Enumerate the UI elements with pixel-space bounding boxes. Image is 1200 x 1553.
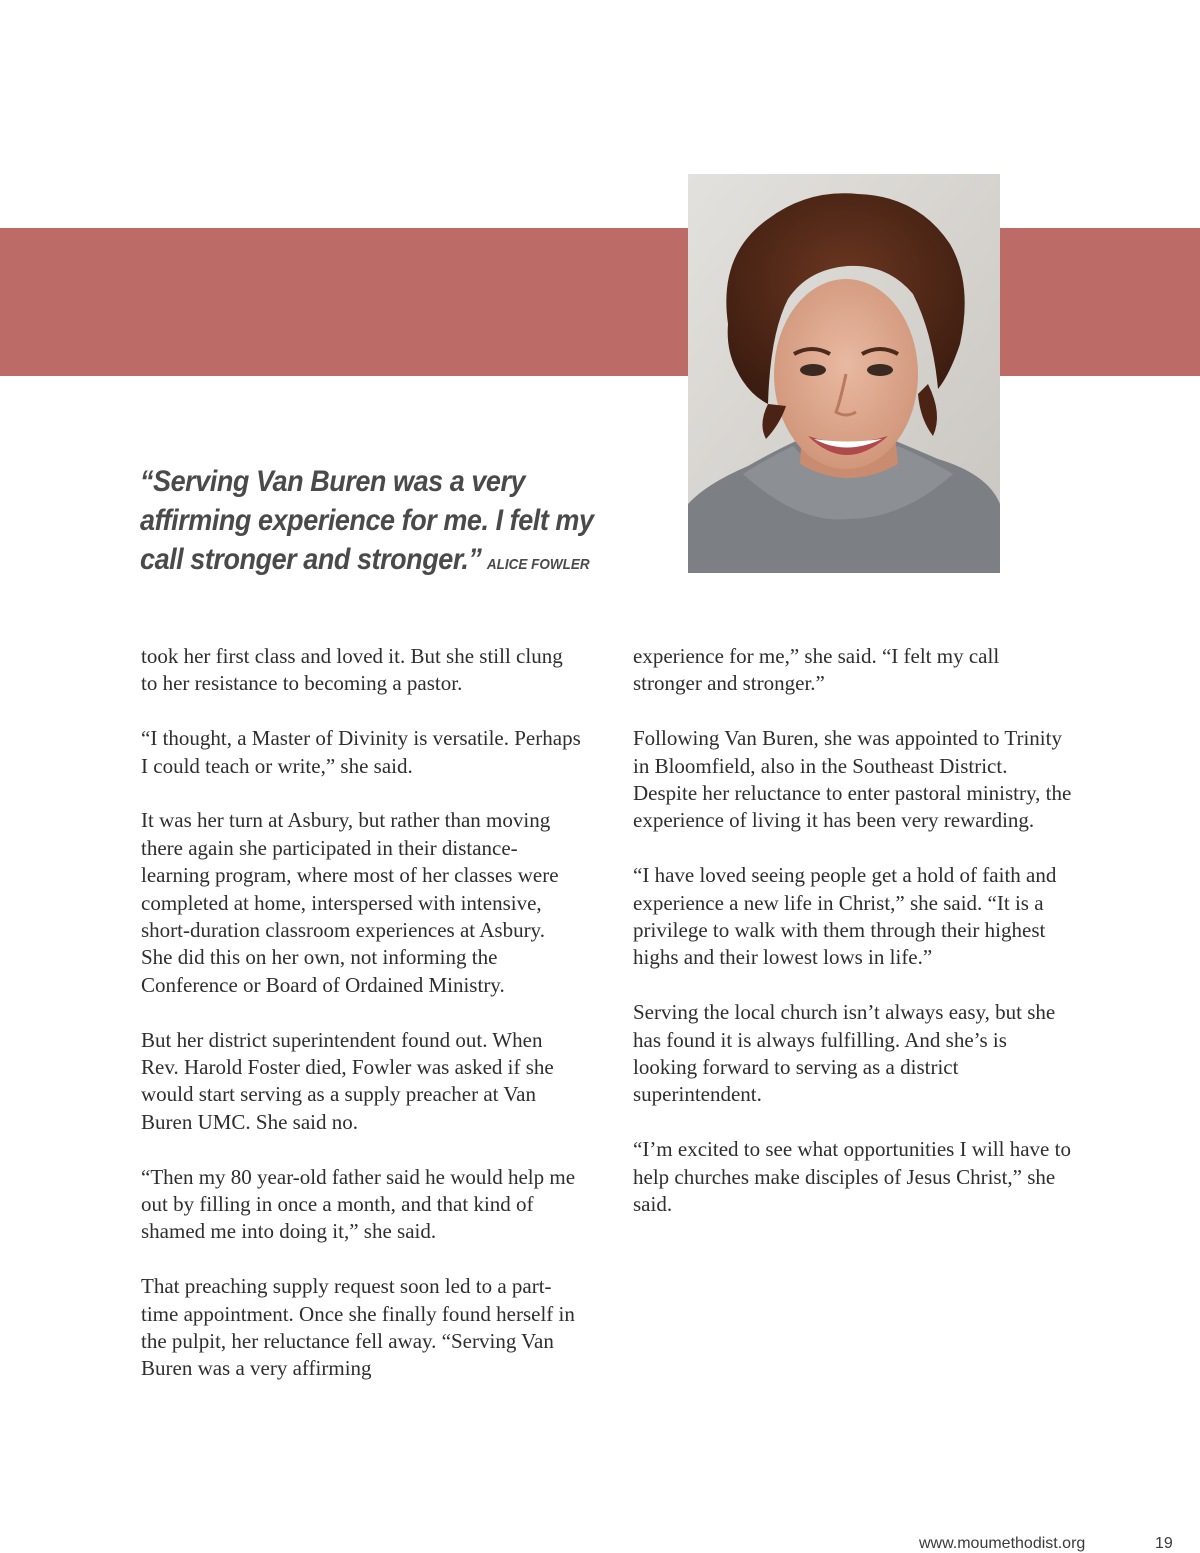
paragraph: took her first class and loved it. But she still clung to her resistance to becoming a pastor. [141, 644, 563, 696]
paragraph: But her district superintendent found out. When Rev. Harold Foster died, Fowler was asked if she would start serving as a supply preacher at Van Buren UMC. She said no. [141, 1027, 554, 1134]
pull-quote-text: “Serving Van Buren was a very affirming experience for me. I felt my call stronger and stronger.” [140, 465, 594, 576]
paragraph: It was her turn at Asbury, but rather than moving there again she participated in their distance-learning program, where most of her classes were completed at home, interspersed with intensive, short-duration classroom experiences at Asbury. She did this on her own, not informing the Conference or Board of Ordained Ministry. [141, 808, 559, 997]
paragraph: “I have loved seeing people get a hold of faith and experience a new life in Christ,” she said. “It is a privilege to walk with them through their highest highs and their lowest lows in life.” [633, 863, 1057, 970]
footer-url[interactable]: www.moumethodist.org [919, 1535, 1086, 1552]
pull-quote [140, 462, 608, 584]
page-number: 19 [1155, 1535, 1173, 1552]
pull-quote-attribution: ALICE FOWLER [486, 556, 590, 573]
paragraph: That preaching supply request soon led to a part-time appointment. Once she finally found herself in the pulpit, her reluctance fell away. “Serving Van Buren was a very affirming [141, 1274, 575, 1381]
paragraph: “Then my 80 year-old father said he would help me out by filling in once a month, and that kind of shamed me into doing it,” she said. [141, 1164, 576, 1244]
portrait-photo [688, 174, 1000, 573]
paragraph: Serving the local church isn’t always easy, but she has found it is always fulfilling. And she’s is looking forward to serving as a district superintendent. [633, 1000, 1056, 1107]
article-column-left [141, 643, 581, 1410]
paragraph: “I’m excited to see what opportunities I will have to help churches make disciples of Jesus Christ,” she said. [633, 1137, 1071, 1217]
paragraph: Following Van Buren, she was appointed to Trinity in Bloomfield, also in the Southeast District. Despite her reluctance to enter pastoral ministry, the experience of living it has been very rewarding. [633, 726, 1072, 833]
color-band [0, 228, 1200, 376]
paragraph: experience for me,” she said. “I felt my call stronger and stronger.” [633, 644, 1000, 696]
article-column-right [633, 643, 1073, 1246]
paragraph: “I thought, a Master of Divinity is versatile. Perhaps I could teach or write,” she said. [141, 726, 581, 778]
